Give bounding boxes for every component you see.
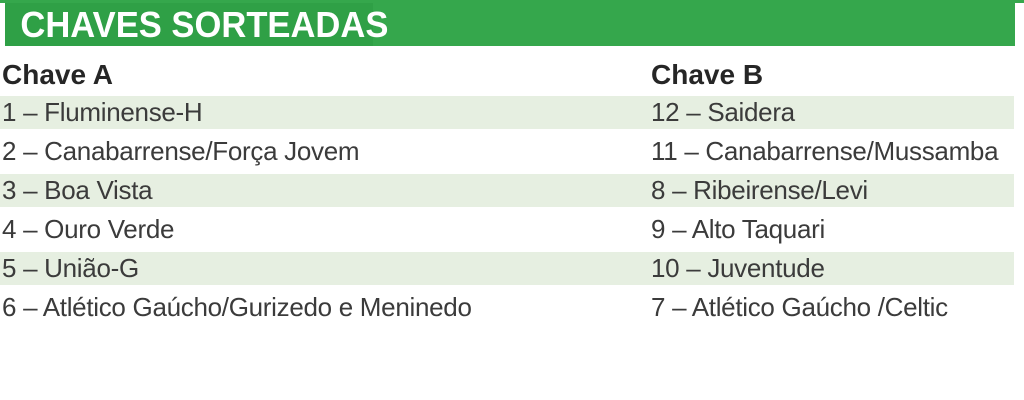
team-entry-chave-b: 7 – Atlético Gaúcho /Celtic bbox=[651, 292, 948, 322]
page-title: CHAVES SORTEADAS bbox=[20, 4, 389, 45]
column-headers bbox=[0, 56, 1014, 94]
team-entry-chave-a: 5 – União-G bbox=[2, 253, 139, 283]
table-row bbox=[0, 174, 1014, 207]
team-entry-chave-b: 9 – Alto Taquari bbox=[651, 214, 825, 244]
table-row bbox=[0, 213, 1014, 246]
team-entry-chave-b: 10 – Juventude bbox=[651, 253, 825, 283]
table-row bbox=[0, 252, 1014, 285]
team-entry-chave-b: 11 – Canabarrense/Mussamba bbox=[651, 136, 999, 166]
team-entry-chave-a: 1 – Fluminense-H bbox=[2, 97, 203, 127]
title-bar bbox=[5, 3, 1015, 46]
team-entry-chave-b: 12 – Saidera bbox=[651, 97, 795, 127]
table-row bbox=[0, 96, 1014, 129]
column-header-chave-b: Chave B bbox=[651, 59, 764, 90]
team-entry-chave-b: 8 – Ribeirense/Levi bbox=[651, 175, 868, 205]
table-row bbox=[0, 291, 1014, 324]
team-entry-chave-a: 2 – Canabarrense/Força Jovem bbox=[2, 136, 360, 166]
column-header-chave-a: Chave A bbox=[2, 59, 114, 90]
groups-table bbox=[0, 96, 1014, 330]
team-entry-chave-a: 6 – Atlético Gaúcho/Gurizedo e Meninedo bbox=[2, 292, 472, 322]
team-entry-chave-a: 3 – Boa Vista bbox=[2, 175, 153, 205]
team-entry-chave-a: 4 – Ouro Verde bbox=[2, 214, 175, 244]
table-row bbox=[0, 135, 1014, 168]
